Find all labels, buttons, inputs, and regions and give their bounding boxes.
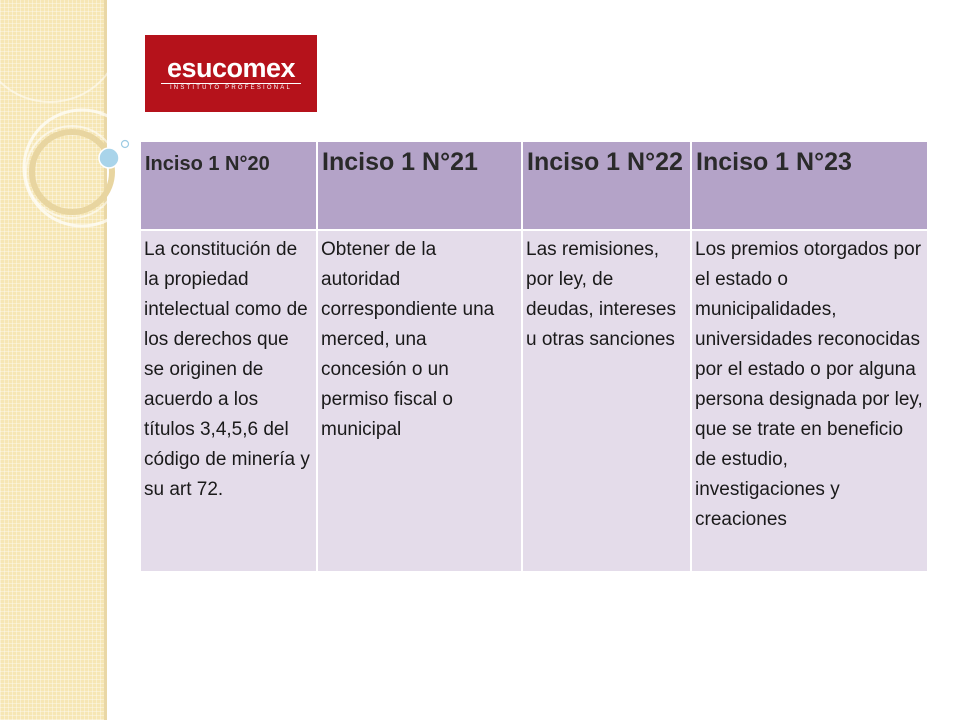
cell-inciso-20: La constitución de la propiedad intelectual como de los derechos que se originen de acuerdo a los títulos 3,4,5,6 del código de minería y su art 72.: [140, 230, 317, 572]
header-inciso-22: Inciso 1 N°22: [522, 141, 691, 230]
cell-inciso-22: Las remisiones, por ley, de deudas, intereses u otras sanciones: [522, 230, 691, 572]
cell-inciso-21: Obtener de la autoridad correspondiente una merced, una concesión o un permiso fiscal o municipal: [317, 230, 522, 572]
esucomex-logo: [145, 35, 317, 112]
table-row: [140, 230, 928, 572]
header-inciso-20: Inciso 1 N°20: [140, 141, 317, 230]
logo-wordmark: esucomex: [166, 53, 296, 83]
inciso-table: [139, 140, 929, 573]
header-inciso-23: Inciso 1 N°23: [691, 141, 928, 230]
logo-subtitle: INSTITUTO PROFESIONAL: [169, 85, 293, 91]
decorative-circles: [0, 0, 160, 260]
header-inciso-21: Inciso 1 N°21: [317, 141, 522, 230]
table-header-row: [140, 141, 928, 230]
logo-divider: [161, 83, 301, 84]
cell-inciso-23: Los premios otorgados por el estado o municipalidades, universidades reconocidas por el estado o por alguna persona designada por ley, que se trate en beneficio de estudio, investigaciones y creaciones: [691, 230, 928, 572]
